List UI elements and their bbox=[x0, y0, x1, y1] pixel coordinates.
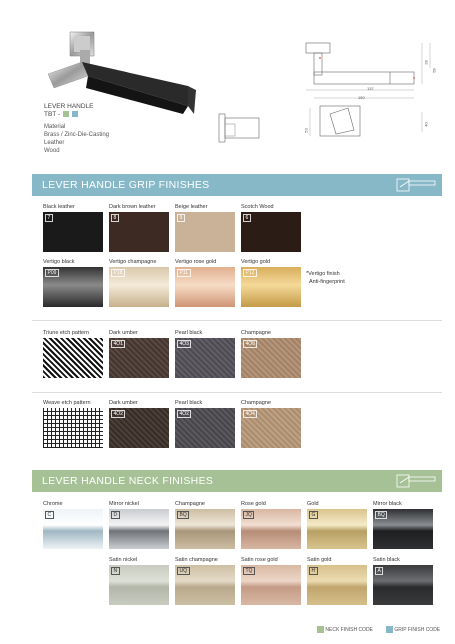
neck-swatch-label: Satin nickel bbox=[109, 557, 138, 563]
grip-code-legend-swatch bbox=[386, 626, 393, 633]
grip-finish-code: 4O8 bbox=[243, 340, 257, 348]
grip-finish-code: 6 bbox=[243, 214, 251, 222]
grip-finish-code: 4O1 bbox=[111, 340, 125, 348]
material-3: Wood bbox=[44, 148, 60, 154]
neck-swatch-label: Mirror nickel bbox=[109, 501, 139, 507]
neck-swatch-label: Chrome bbox=[43, 501, 63, 507]
material-2: Leather bbox=[44, 140, 65, 146]
vertigo-note-line1: *Vertigo finish bbox=[306, 271, 340, 277]
grip-finishes-title: LEVER HANDLE GRIP FINISHES bbox=[42, 179, 210, 191]
neck-swatch-label: Satin rose gold bbox=[241, 557, 278, 563]
vertigo-note bbox=[306, 270, 345, 286]
grip-finishes-header bbox=[32, 174, 442, 196]
footer-neck-code bbox=[316, 626, 373, 633]
neck-swatch bbox=[307, 565, 367, 605]
grip-swatch-label: Black leather bbox=[43, 204, 75, 210]
neck-swatch-label: Satin black bbox=[373, 557, 400, 563]
neck-swatch-label: Satin champagne bbox=[175, 557, 218, 563]
grip-swatch-label: Pearl black bbox=[175, 400, 203, 406]
grip-finish-code: 4O2 bbox=[111, 410, 125, 418]
neck-finish-code: C bbox=[45, 511, 54, 519]
grip-swatch-label: Dark umber bbox=[109, 400, 138, 406]
neck-swatch-label: Satin gold bbox=[307, 557, 332, 563]
grip-swatch-label: Dark umber bbox=[109, 330, 138, 336]
neck-finish-code: TQ bbox=[243, 567, 255, 575]
neck-finishes-header bbox=[32, 470, 442, 492]
section-divider bbox=[32, 320, 442, 321]
grip-swatch bbox=[109, 408, 169, 448]
lever-outline-icon bbox=[396, 473, 436, 489]
neck-finish-code: A bbox=[375, 567, 383, 575]
grip-finish-code: 4O2 bbox=[177, 410, 191, 418]
grip-code-legend-label: GRIP FINISH CODE bbox=[394, 626, 441, 633]
grip-swatch-label: Vertigo black bbox=[43, 259, 75, 265]
technical-drawing bbox=[270, 28, 445, 158]
grip-swatch-label: Vertigo champagne bbox=[109, 259, 157, 265]
product-code-text: TBT - bbox=[44, 111, 61, 118]
grip-swatch bbox=[241, 408, 301, 448]
neck-code-swatch bbox=[63, 111, 69, 117]
neck-finish-code: BQ bbox=[375, 511, 387, 519]
neck-swatch bbox=[109, 509, 169, 549]
grip-swatch bbox=[241, 267, 301, 307]
grip-finish-code: 4O3 bbox=[177, 340, 191, 348]
grip-swatch-label: Champagne bbox=[241, 330, 271, 336]
grip-swatch bbox=[43, 408, 103, 448]
grip-swatch-label: Vertigo rose gold bbox=[175, 259, 217, 265]
dim-28: 28 bbox=[423, 60, 429, 65]
grip-swatch-label: Scotch Wood bbox=[241, 204, 274, 210]
grip-swatch bbox=[109, 338, 169, 378]
grip-swatch bbox=[43, 267, 103, 307]
product-name: LEVER HANDLE bbox=[44, 103, 94, 110]
neck-swatch bbox=[373, 509, 433, 549]
grip-code-swatch bbox=[72, 111, 78, 117]
neck-finish-code: UQ bbox=[177, 567, 190, 575]
grip-finish-code: P11 bbox=[177, 269, 191, 277]
grip-swatch-label: Weave etch pattern bbox=[43, 400, 91, 406]
neck-finish-code: N bbox=[111, 567, 120, 575]
neck-swatch-label: Gold bbox=[307, 501, 319, 507]
grip-finish-code: P12 bbox=[243, 269, 257, 277]
grip-swatch bbox=[241, 212, 301, 252]
grip-swatch-label: Triune etch pattern bbox=[43, 330, 89, 336]
grip-swatch bbox=[43, 338, 103, 378]
dim-40: 40 bbox=[423, 122, 429, 127]
grip-finish-code: P18 bbox=[111, 269, 125, 277]
grip-finish-code: 8 bbox=[111, 214, 119, 222]
neck-swatch bbox=[307, 509, 367, 549]
neck-finish-code: BQ bbox=[177, 511, 189, 519]
grip-swatch-label: Dark brown leather bbox=[109, 204, 156, 210]
neck-swatch-label: Mirror black bbox=[373, 501, 402, 507]
grip-swatch-label: Champagne bbox=[241, 400, 271, 406]
grip-swatch bbox=[43, 212, 103, 252]
neck-code-legend-swatch bbox=[317, 626, 324, 633]
grip-swatch bbox=[109, 267, 169, 307]
lever-outline-icon bbox=[396, 177, 436, 193]
product-code bbox=[44, 111, 78, 118]
rose-side-drawing bbox=[215, 110, 265, 150]
neck-finish-code: D bbox=[111, 511, 120, 519]
grip-finish-code: 4O4 bbox=[243, 410, 257, 418]
neck-finish-code: JQ bbox=[243, 511, 254, 519]
neck-finish-code: G bbox=[309, 511, 318, 519]
dim-58: 58 bbox=[431, 68, 437, 73]
grip-finish-code: P09 bbox=[45, 269, 59, 277]
grip-finish-code: 9 bbox=[177, 214, 185, 222]
neck-finish-code: H bbox=[309, 567, 318, 575]
neck-swatch bbox=[43, 509, 103, 549]
dim-137: 137 bbox=[367, 86, 374, 91]
section-divider bbox=[32, 392, 442, 393]
grip-swatch bbox=[241, 338, 301, 378]
material-label: Material bbox=[44, 124, 66, 130]
grip-swatch-label: Vertigo gold bbox=[241, 259, 271, 265]
neck-swatch bbox=[175, 565, 235, 605]
grip-swatch bbox=[175, 267, 235, 307]
grip-swatch bbox=[175, 212, 235, 252]
dim-53: 53 bbox=[303, 128, 309, 133]
grip-swatch-label: Pearl black bbox=[175, 330, 203, 336]
neck-swatch bbox=[175, 509, 235, 549]
grip-swatch bbox=[109, 212, 169, 252]
grip-swatch bbox=[175, 408, 235, 448]
dim-150: 150 bbox=[358, 95, 365, 100]
grip-finish-code: 7 bbox=[45, 214, 53, 222]
grip-swatch bbox=[175, 338, 235, 378]
neck-swatch bbox=[109, 565, 169, 605]
material-1: Brass / Zinc-Die-Casting bbox=[44, 132, 110, 138]
vertigo-note-line2: Anti-fingerprint bbox=[309, 279, 345, 285]
neck-swatch bbox=[373, 565, 433, 605]
neck-swatch bbox=[241, 565, 301, 605]
footer-grip-code bbox=[385, 626, 440, 633]
grip-swatch-label: Beige leather bbox=[175, 204, 208, 210]
neck-finishes-title: LEVER HANDLE NECK FINISHES bbox=[42, 475, 214, 487]
neck-swatch-label: Rose gold bbox=[241, 501, 266, 507]
neck-swatch-label: Champagne bbox=[175, 501, 205, 507]
neck-code-legend-label: NECK FINISH CODE bbox=[325, 626, 373, 633]
neck-swatch bbox=[241, 509, 301, 549]
